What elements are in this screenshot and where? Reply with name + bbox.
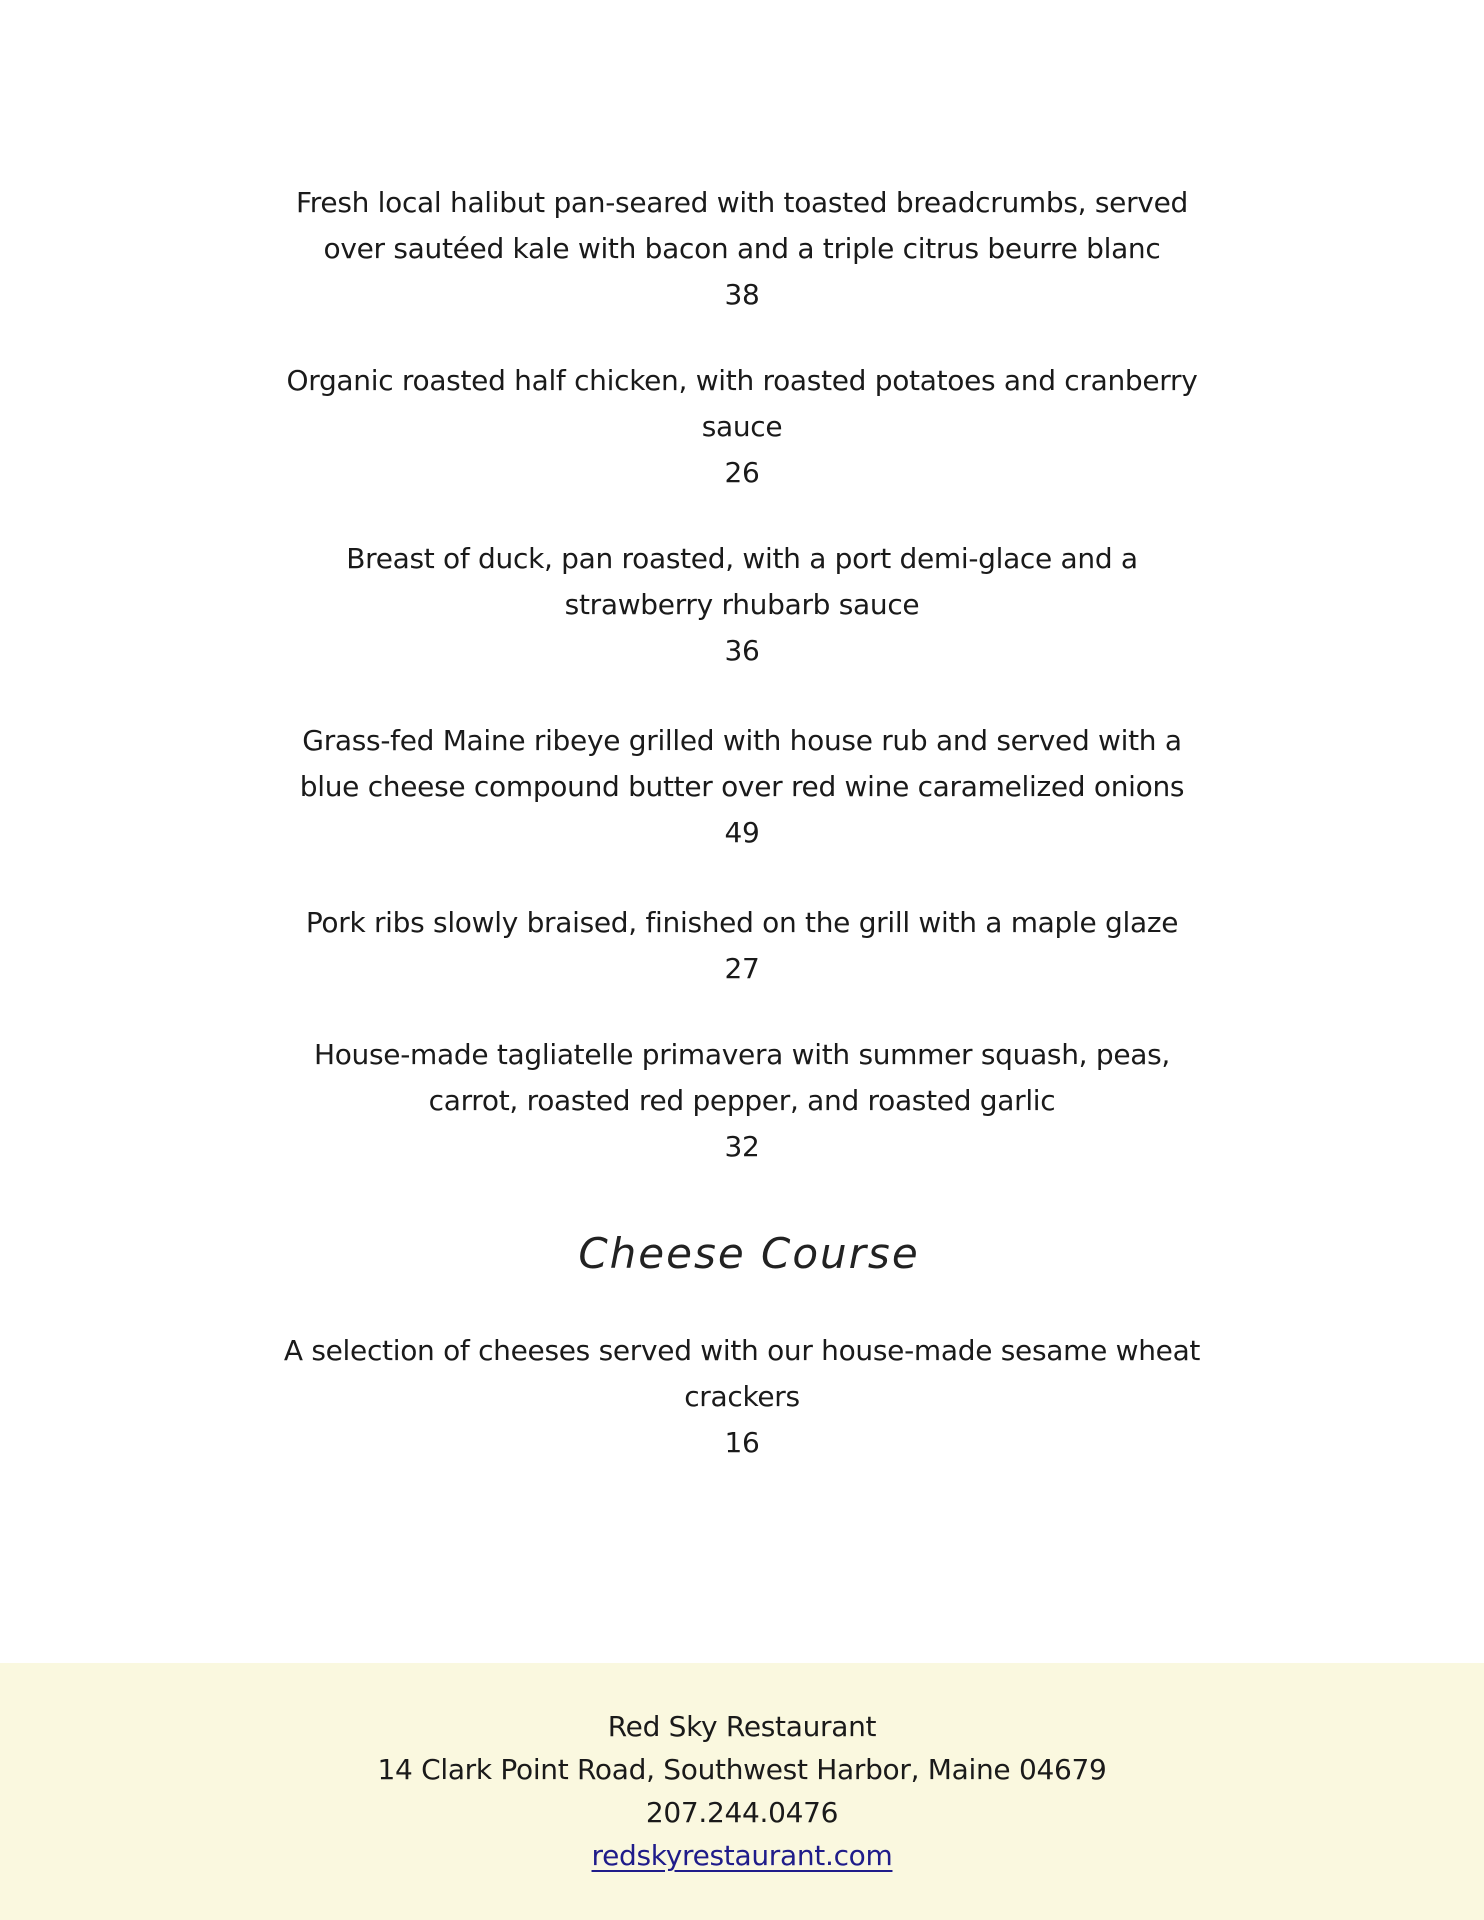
menu-item-price: 49 — [724, 816, 760, 849]
menu-item-description: Breast of duck, pan roasted, with a port demi-glace and a strawberry rhubarb sauce — [346, 542, 1138, 621]
menu-item-price: 16 — [724, 1426, 760, 1459]
menu-item-price: 38 — [724, 278, 760, 311]
menu-item-price: 26 — [724, 456, 760, 489]
entree-list — [0, 180, 1484, 1466]
menu-item-cheese-selection — [282, 1328, 1202, 1466]
menu-item-description: Grass-fed Maine ribeye grilled with house rub and served with a blue cheese compound butter over red wine caramelized onions — [299, 724, 1185, 803]
website-line — [0, 1834, 1484, 1877]
restaurant-address: 14 Clark Point Road, Southwest Harbor, Maine 04679 — [377, 1753, 1107, 1786]
restaurant-name: Red Sky Restaurant — [607, 1710, 877, 1743]
menu-item-ribeye — [282, 718, 1202, 856]
menu-item-halibut — [282, 180, 1202, 318]
menu-item-price: 36 — [724, 634, 760, 667]
menu-item-description: Pork ribs slowly braised, finished on the grill with a maple glaze — [305, 906, 1179, 939]
menu-item-price: 27 — [724, 952, 760, 985]
menu-item-duck — [282, 536, 1202, 674]
menu-item-description: A selection of cheeses served with our house-made sesame wheat crackers — [283, 1334, 1201, 1413]
menu-item-description: Fresh local halibut pan-seared with toasted breadcrumbs, served over sautéed kale with bacon and a triple citrus beurre blanc — [296, 186, 1188, 265]
menu-item-price: 32 — [724, 1130, 760, 1163]
website-link[interactable]: redskyrestaurant.com — [591, 1839, 893, 1872]
restaurant-phone: 207.244.0476 — [645, 1796, 839, 1829]
cheese-course-heading: Cheese Course — [578, 1229, 920, 1278]
menu-item-description: Organic roasted half chicken, with roasted potatoes and cranberry sauce — [286, 364, 1198, 443]
restaurant-footer — [0, 1663, 1484, 1920]
menu-item-description: House-made tagliatelle primavera with summer squash, peas, carrot, roasted red pepper, and roasted garlic — [313, 1038, 1171, 1117]
menu-item-pork-ribs — [282, 900, 1202, 992]
menu-item-tagliatelle — [282, 1032, 1202, 1170]
menu-item-chicken — [282, 358, 1202, 496]
